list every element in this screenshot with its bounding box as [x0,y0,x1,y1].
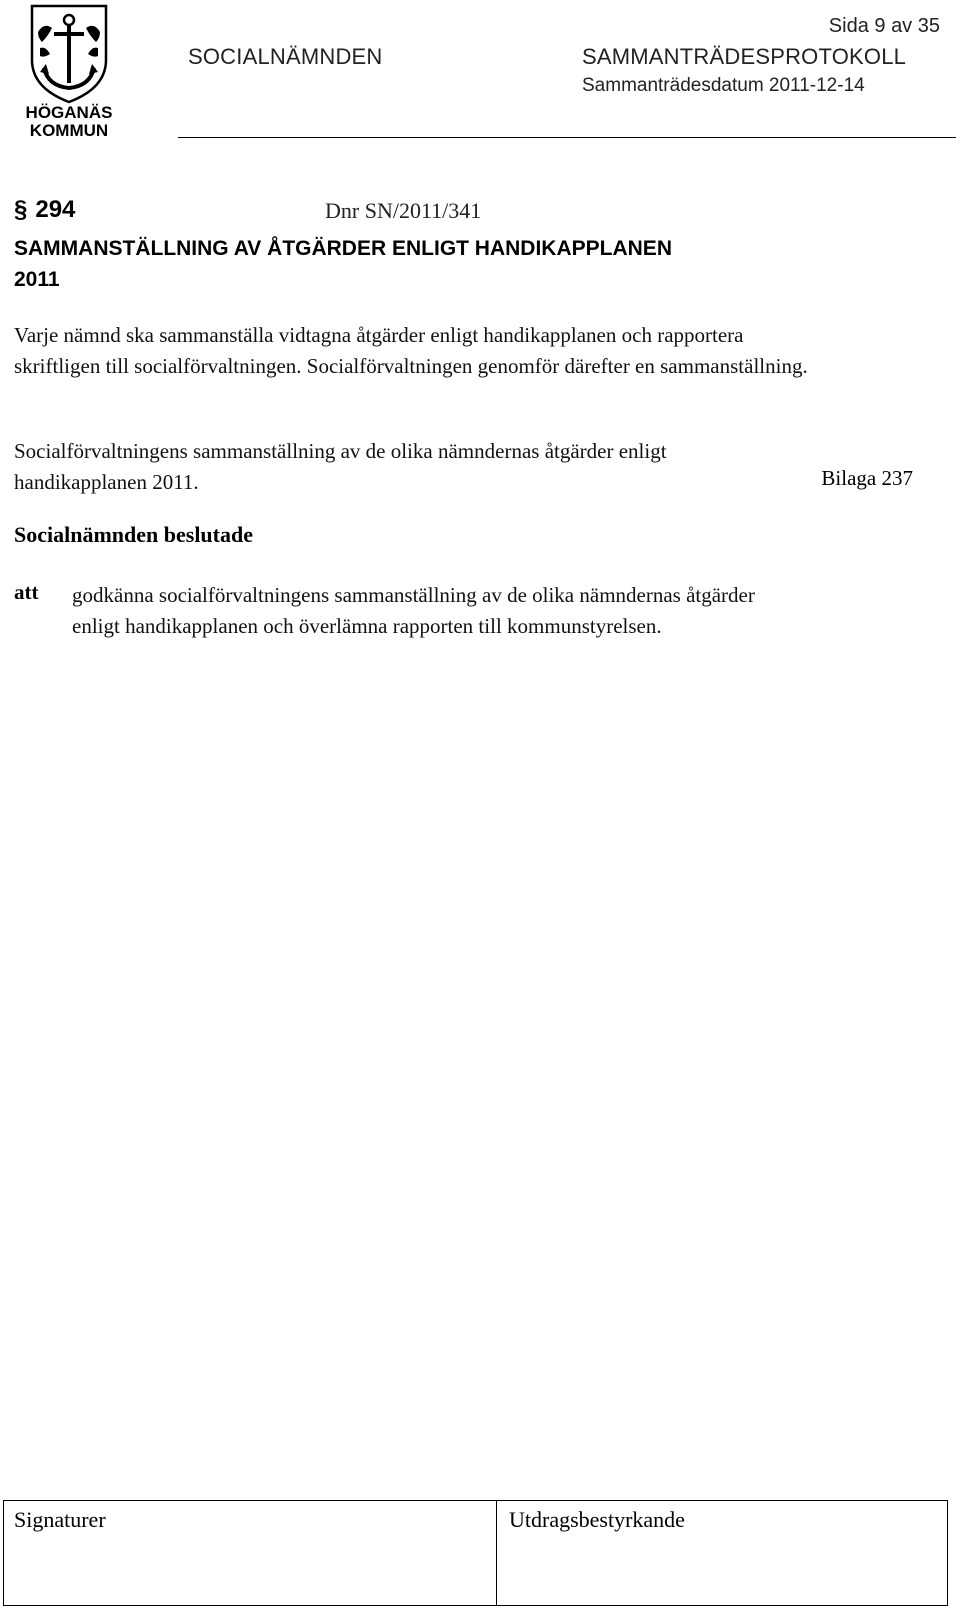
section-number: 294 [35,196,76,223]
section-title-line1: SAMMANSTÄLLNING AV ÅTGÄRDER ENLIGT HANDIKAPPLANEN [14,237,672,260]
extract-certification-label: Utdragsbestyrkande [509,1507,685,1532]
logo-text-hoganas: HÖGANÄS [25,103,113,122]
section-heading [14,196,75,224]
page-number: Sida 9 av 35 [828,15,940,37]
decision-heading: Socialnämnden beslutade [14,522,253,547]
meeting-date: Sammanträdesdatum 2011-12-14 [582,75,865,96]
paragraph-summary: Socialförvaltningens sammanställning av de olika nämndernas åtgärder enligt handikapplanen 2011. [14,439,667,494]
case-number: Dnr SN/2011/341 [325,198,482,223]
section-symbol: § [14,196,28,223]
attachment-reference: Bilaga 237 [821,466,913,490]
anchor-crest-icon [14,2,124,140]
protocol-title: SAMMANTRÄDESPROTOKOLL [582,44,907,69]
municipality-logo [14,2,124,140]
section-title [14,233,834,295]
paragraph-background: Varje nämnd ska sammanställa vidtagna åtgärder enligt handikapplanen och rapportera skriftligen till socialförvaltningen. Socialförvaltningen genomför därefter en sammanställning. [14,323,808,378]
decision-text: godkänna socialförvaltningens sammanställning av de olika nämndernas åtgärder enligt handikapplanen och överlämna rapporten till kommunstyrelsen. [72,583,755,638]
extract-certification-box [496,1500,948,1606]
signatures-box [3,1500,496,1606]
signatures-label: Signaturer [14,1507,106,1532]
committee-name: SOCIALNÄMNDEN [188,44,383,69]
footer [0,1500,960,1608]
header-divider [178,137,956,138]
logo-text-kommun: KOMMUN [29,121,109,140]
att-label: att [14,580,39,604]
section-title-line2: 2011 [14,268,60,291]
